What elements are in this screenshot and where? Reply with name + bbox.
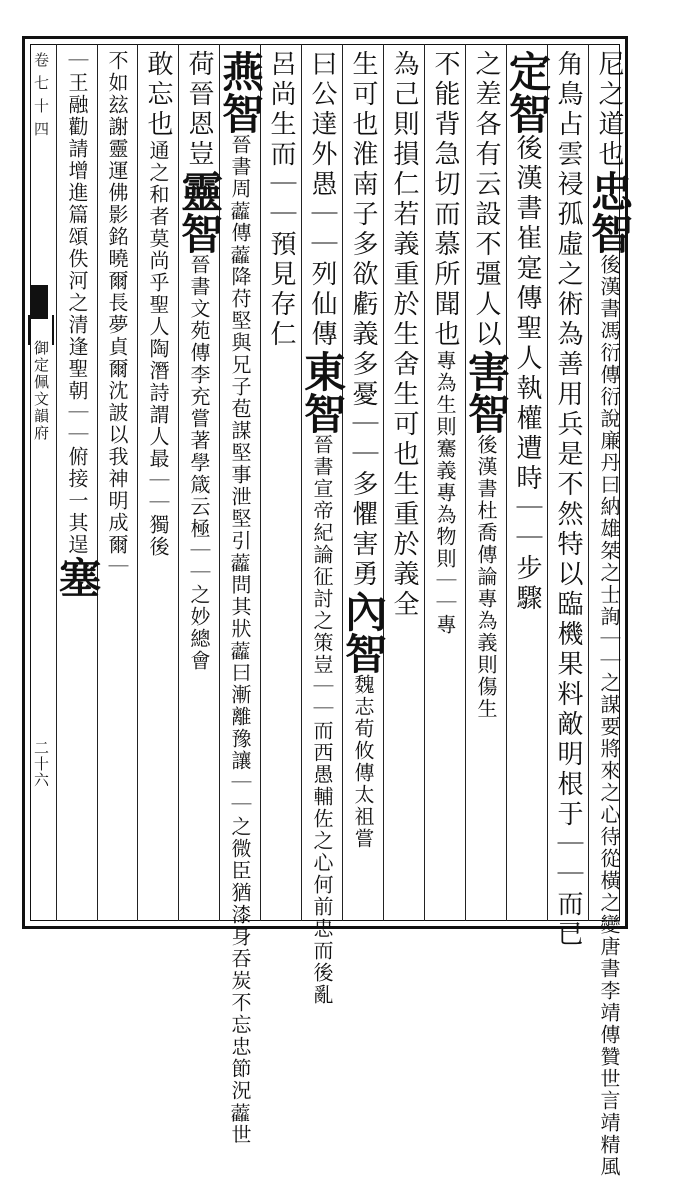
column-text: 生可也淮南子多欲虧義多憂｜｜多懼害勇 [348, 50, 378, 590]
entry-headword: 內智 [339, 590, 388, 674]
column-rule [383, 44, 384, 921]
margin-volume-label: 卷七十四 [32, 52, 50, 144]
column-text: 曰公達外愚｜｜列仙傳 [307, 50, 337, 350]
column-rule [506, 44, 507, 921]
entry-headword: 忠智 [585, 170, 634, 254]
fish-tail-mark [30, 285, 48, 319]
column-annotation: ｜王融勸請增進篇頌佚河之清逢聖朝｜｜俯接一其逞 [65, 50, 89, 556]
text-column [339, 50, 388, 850]
column-text: 角鳥占雲祲孤虛之術為善用兵是不 [553, 50, 583, 500]
text-column [462, 50, 511, 720]
text-column [503, 50, 552, 614]
text-column [551, 50, 585, 950]
column-rule [260, 44, 261, 921]
column-rule [301, 44, 302, 921]
text-column [175, 50, 224, 672]
column-annotation: 專為生則騫義專為物則｜｜專 [433, 350, 457, 636]
text-column [387, 50, 421, 620]
column-rule [342, 44, 343, 921]
column-annotation: 晉書宣帝紀論征討之策豈｜｜而西愚輔佐之心何前忠而後亂 [310, 434, 334, 1006]
text-column [298, 50, 347, 1006]
column-text: 之差各有云設不彊人以 [471, 50, 501, 350]
column-text: 為己則損仁若義重於生舍生可也生重於義全 [389, 50, 419, 620]
column-text: 後漢書崔寔傳聖人執權遭時｜｜步驟 [512, 134, 542, 614]
page-number: 二十六 [32, 740, 50, 788]
entry-headword: 塞 [53, 556, 102, 598]
entry-headword: 東智 [298, 350, 347, 434]
column-text: 不能背急切而慕所聞也 [430, 50, 460, 350]
column-text: 荷晉恩豈 [184, 50, 214, 170]
text-column [100, 50, 134, 578]
column-annotation: 後漢書馮衍傳衍說廉丹曰納雄桀之士詢｜｜之謀要將來之心待從橫之變唐書李靖傳贊世言靖精風 [597, 254, 621, 1178]
column-annotation: 後漢書杜喬傳論專為義則傷生 [474, 434, 498, 720]
column-annotation: 魏志荀攸傳太祖嘗 [351, 674, 375, 850]
column-text: 呂尚生而｜｜預見存仁 [266, 50, 296, 350]
text-column [585, 50, 634, 1178]
column-rule [465, 44, 466, 921]
book-title: 御定佩文韻府 [32, 340, 50, 442]
column-rule [547, 44, 548, 921]
column-annotation: 晉書文苑傳李充嘗著學箴云極｜｜之妙總會 [187, 254, 211, 672]
column-text: 然特以臨機果料敵明根于｜｜而已 [553, 500, 583, 950]
text-column [428, 50, 462, 636]
text-column [264, 50, 298, 350]
column-rule [97, 44, 98, 921]
text-column [141, 50, 175, 558]
column-rule [424, 44, 425, 921]
column-annotation: 晉書周𧆑傳𧆑降苻堅與兄子苞謀堅事泄堅引𧆑問其狀𧆑曰漸離豫讓｜｜之微臣猶漆身吞炭不忘忠節況𧆑世 [228, 134, 252, 1146]
column-annotation: 不如玆謝靈運佛影銘曉爾長夢貞爾沈詖以我神明成爾｜ [105, 50, 129, 578]
column-text: 尼之道也 [594, 50, 624, 170]
column-rule [137, 44, 138, 921]
column-annotation: 通之和者莫尚乎聖人陶潛詩謂人最｜｜獨後 [146, 140, 170, 558]
entry-headword: 燕智 [216, 50, 265, 134]
entry-headword: 靈智 [175, 170, 224, 254]
text-column [53, 50, 102, 598]
text-column [216, 50, 265, 1146]
entry-headword: 害智 [462, 350, 511, 434]
entry-headword: 定智 [503, 50, 552, 134]
column-text: 敢忘也 [143, 50, 173, 140]
column-rule [56, 44, 57, 921]
